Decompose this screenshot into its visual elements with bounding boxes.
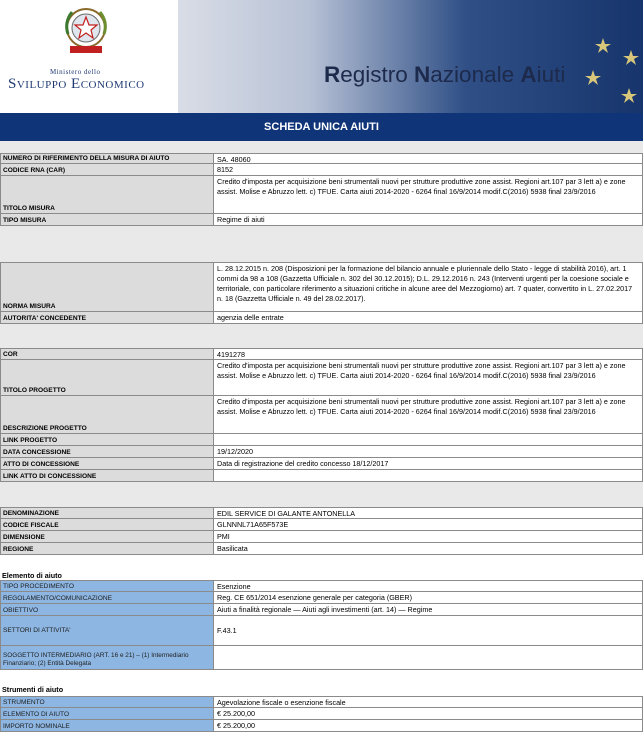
field-label: CODICE FISCALE xyxy=(0,519,213,531)
field-label: DESCRIZIONE PROGETTO xyxy=(0,396,213,434)
table-row xyxy=(0,348,643,360)
table-row xyxy=(0,708,643,720)
section-title-elemento: Elemento di aiuto xyxy=(2,571,62,580)
field-label: REGOLAMENTO/COMUNICAZIONE xyxy=(0,592,213,604)
page-title-band: SCHEDA UNICA AIUTI xyxy=(0,113,643,141)
ministry-name: Sviluppo Economico xyxy=(8,76,145,92)
field-label: LINK ATTO DI CONCESSIONE xyxy=(0,470,213,482)
field-label: REGIONE xyxy=(0,543,213,555)
table-row xyxy=(0,543,643,555)
table-row xyxy=(0,646,643,670)
field-value: Reg. CE 651/2014 esenzione generale per categoria (GBER) xyxy=(213,592,643,604)
field-value: Agevolazione fiscale o esenzione fiscale xyxy=(213,696,643,708)
field-label: STRUMENTO xyxy=(0,696,213,708)
table-row xyxy=(0,592,643,604)
spacer xyxy=(0,482,643,507)
table-row xyxy=(0,312,643,324)
field-label: TITOLO MISURA xyxy=(0,176,213,214)
field-value[interactable] xyxy=(213,470,643,482)
field-label: OBIETTIVO xyxy=(0,604,213,616)
field-label: IMPORTO NOMINALE xyxy=(0,720,213,732)
table-row xyxy=(0,176,643,214)
spacer xyxy=(0,226,643,262)
field-label: TIPO PROCEDIMENTO xyxy=(0,580,213,592)
field-label: SETTORI DI ATTIVITA' xyxy=(0,616,213,646)
ministry-logo xyxy=(0,0,178,113)
field-value: GLNNNL71A65F573E xyxy=(213,519,643,531)
field-value: Esenzione xyxy=(213,580,643,592)
field-value xyxy=(213,646,643,670)
field-value: Data di registrazione del credito concesso 18/12/2017 xyxy=(213,458,643,470)
field-value: agenzia delle entrate xyxy=(213,312,643,324)
spacer xyxy=(0,141,643,153)
field-value: 19/12/2020 xyxy=(213,446,643,458)
table-row xyxy=(0,507,643,519)
table-row xyxy=(0,434,643,446)
table-row xyxy=(0,604,643,616)
table-row xyxy=(0,696,643,708)
page-header xyxy=(0,0,643,113)
field-value: L. 28.12.2015 n. 208 (Disposizioni per la formazione del bilancio annuale e pluriennale dello Stato - legge di stabilità 2016), art. 1 commi da 98 a 108 (Gazzetta Ufficiale n. 302 del 30.12.2015); D.L. 29.12.2016 n. 243 (Interventi urgenti per la coesione sociale e territoriale, con particolare riferimento a situazioni critiche in alcune aree del Mezzogiorno) art. 7 quater, convertito in L. 27.02.2017 n. 18 (Gazzetta Ufficiale n. 49 del 28.02.2017). xyxy=(213,262,643,312)
table-row xyxy=(0,519,643,531)
field-label: LINK PROGETTO xyxy=(0,434,213,446)
table-row xyxy=(0,580,643,592)
field-value: Credito d'imposta per acquisizione beni strumentali nuovi per strutture produttive zone assist. Regioni art.107 par 3 lett a) e zone assist. Molise e Abruzzo lett. c) TFUE. Carta aiuti 2014-2020 - 6264 final 16/9/2014 modif.C(2016) 5938 final 23/9/2016 xyxy=(213,396,643,434)
field-label: AUTORITA' CONCEDENTE xyxy=(0,312,213,324)
italian-emblem-icon xyxy=(60,4,112,58)
table-row xyxy=(0,470,643,482)
field-value: € 25.200,00 xyxy=(213,720,643,732)
table-row xyxy=(0,446,643,458)
field-value: Basilicata xyxy=(213,543,643,555)
field-value: EDIL SERVICE DI GALANTE ANTONELLA xyxy=(213,507,643,519)
table-row xyxy=(0,396,643,434)
field-label: NORMA MISURA xyxy=(0,262,213,312)
field-value[interactable] xyxy=(213,434,643,446)
field-value: Credito d'imposta per acquisizione beni strumentali nuovi per strutture produttive zone assist. Regioni art.107 par 3 lett a) e zone assist. Molise e Abruzzo lett. c) TFUE. Carta aiuti 2014-2020 - 6264 final 16/9/2014 modif.C(2016) 5938 final 23/9/2016 xyxy=(213,176,643,214)
field-value: Credito d'imposta per acquisizione beni strumentali nuovi per strutture produttive zone assist. Regioni art.107 par 3 lett a) e zone assist. Molise e Abruzzo lett. c) TFUE. Carta aiuti 2014-2020 - 6264 final 16/9/2014 modif.C(2016) 5938 final 23/9/2016 xyxy=(213,360,643,396)
field-value: F.43.1 xyxy=(213,616,643,646)
table-row xyxy=(0,616,643,646)
registry-title: Registro Nazionale Aiuti xyxy=(324,62,566,87)
table-row xyxy=(0,458,643,470)
table-row xyxy=(0,153,643,164)
field-label: DENOMINAZIONE xyxy=(0,507,213,519)
table-row xyxy=(0,360,643,396)
header-banner xyxy=(178,0,643,113)
section-title-strumenti: Strumenti di aiuto xyxy=(2,685,64,694)
field-label: COR xyxy=(0,348,213,360)
field-value: 8152 xyxy=(213,164,643,176)
field-label: SOGGETTO INTERMEDIARIO (ART. 16 e 21) – (1) Intermediario Finanziario; (2) Entità Delegata xyxy=(0,646,213,670)
table-row xyxy=(0,531,643,543)
field-value: Regime di aiuti xyxy=(213,214,643,226)
field-value: SA. 48060 xyxy=(213,153,643,164)
table-row xyxy=(0,262,643,312)
table-row xyxy=(0,164,643,176)
field-value: 4191278 xyxy=(213,348,643,360)
field-label: TIPO MISURA xyxy=(0,214,213,226)
table-row xyxy=(0,214,643,226)
field-label: ELEMENTO DI AIUTO xyxy=(0,708,213,720)
field-value: PMI xyxy=(213,531,643,543)
field-label: DATA CONCESSIONE xyxy=(0,446,213,458)
field-label: ATTO DI CONCESSIONE xyxy=(0,458,213,470)
spacer xyxy=(0,324,643,348)
field-label: CODICE RNA (CAR) xyxy=(0,164,213,176)
table-row xyxy=(0,720,643,732)
field-label: TITOLO PROGETTO xyxy=(0,360,213,396)
field-label: DIMENSIONE xyxy=(0,531,213,543)
ministry-small-label: Ministero dello xyxy=(50,68,101,76)
field-value: € 25.200,00 xyxy=(213,708,643,720)
field-value: Aiuti a finalità regionale — Aiuti agli investimenti (art. 14) — Regime xyxy=(213,604,643,616)
field-label: NUMERO DI RIFERIMENTO DELLA MISURA DI AIUTO xyxy=(0,153,213,164)
eu-stars-icon xyxy=(583,0,643,113)
